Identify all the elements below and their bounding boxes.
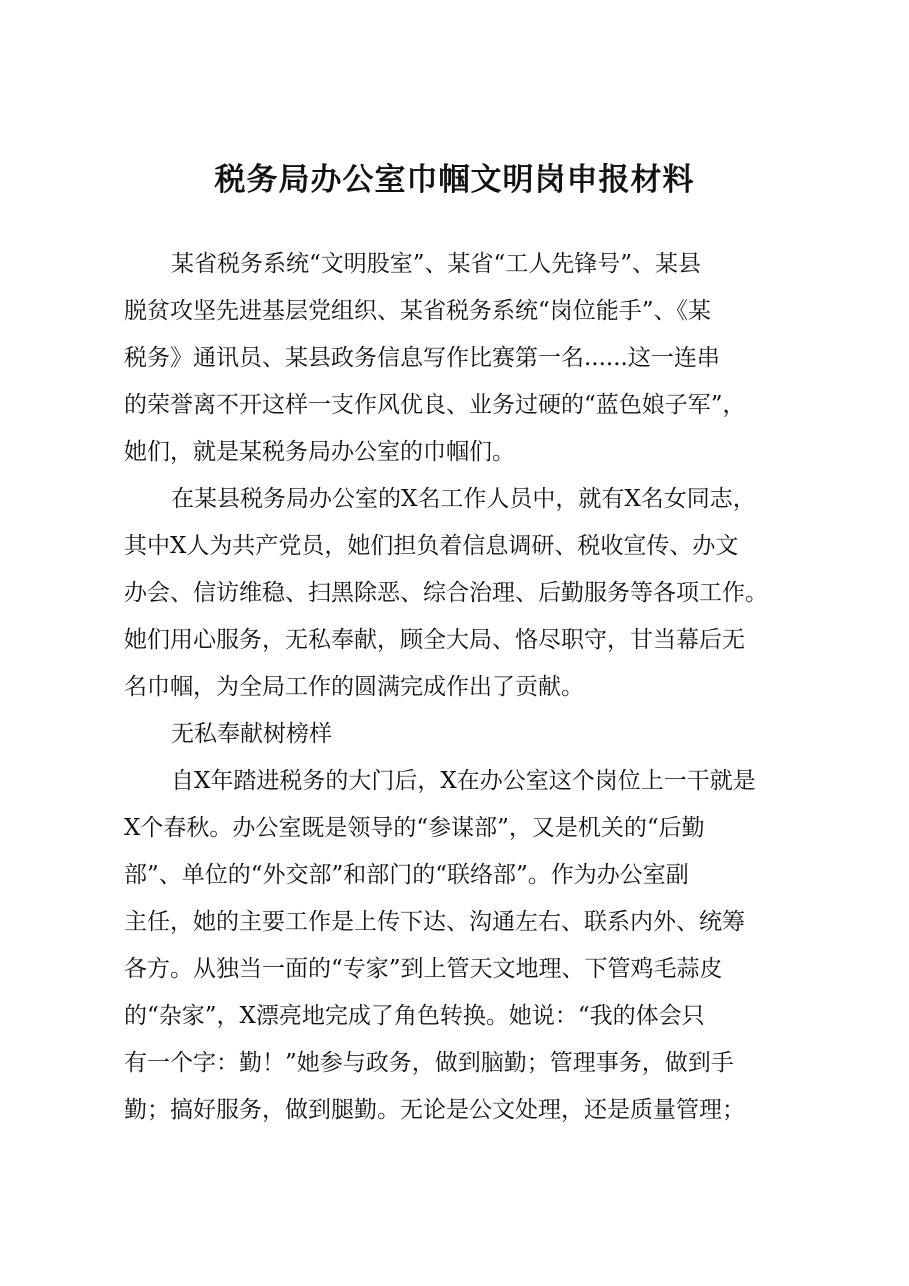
paragraph-3-line-1: 自X年踏进税务的大门后，X在办公室这个岗位上一干就是 (171, 768, 756, 794)
paragraph-2-line-2: 其中X人为共产党员，她们担负着信息调研、税收宣传、办文 (124, 533, 739, 559)
paragraph-2-line-5: 名巾帼，为全局工作的圆满完成作出了贡献。 (124, 674, 584, 700)
paragraph-1-line-1: 某省税务系统“文明股室”、某省“工人先锋号”、某县 (171, 251, 702, 277)
paragraph-2-line-4: 她们用心服务，无私奉献，顾全大局、恪尽职守，甘当幕后无 (124, 627, 745, 653)
paragraph-1-line-5: 她们，就是某税务局办公室的巾帼们。 (124, 439, 515, 465)
paragraph-3-line-8: 勤；搞好服务，做到腿勤。无论是公文处理，还是质量管理； (124, 1097, 745, 1123)
paragraph-3-line-5: 各方。从独当一面的“专家”到上管天文地理、下管鸡毛蒜皮 (124, 956, 723, 982)
paragraph-1-line-3: 税务》通讯员、某县政务信息写作比赛第一名......这一连串 (124, 345, 720, 371)
section-heading: 无私奉献树榜样 (171, 721, 332, 747)
paragraph-2-line-1: 在某县税务局办公室的X名工作人员中，就有X名女同志， (171, 486, 756, 512)
document-title: 税务局办公室巾帼文明岗申报材料 (214, 162, 695, 198)
paragraph-2-line-3: 办会、信访维稳、扫黑除恶、综合治理、后勤服务等各项工作。 (124, 580, 768, 606)
paragraph-1-line-2: 脱贫攻坚先进基层党组织、某省税务系统“岗位能手”、《某 (124, 298, 712, 324)
paragraph-3-line-4: 主任，她的主要工作是上传下达、沟通左右、联系内外、统筹 (124, 909, 745, 935)
paragraph-3-line-2: X个春秋。办公室既是领导的“参谋部”，又是机关的“后勤 (124, 815, 705, 841)
paragraph-3-line-3: 部”、单位的“外交部”和部门的“联络部”。作为办公室副 (124, 862, 689, 888)
paragraph-1-line-4: 的荣誉离不开这样一支作风优良、业务过硬的“蓝色娘子军”， (124, 392, 746, 418)
paragraph-3-line-7: 有一个字：勤！”她参与政务，做到脑勤；管理事务，做到手 (124, 1050, 734, 1076)
paragraph-3-line-6: 的“杂家”，X漂亮地完成了角色转换。她说：“我的体会只 (124, 1003, 705, 1029)
